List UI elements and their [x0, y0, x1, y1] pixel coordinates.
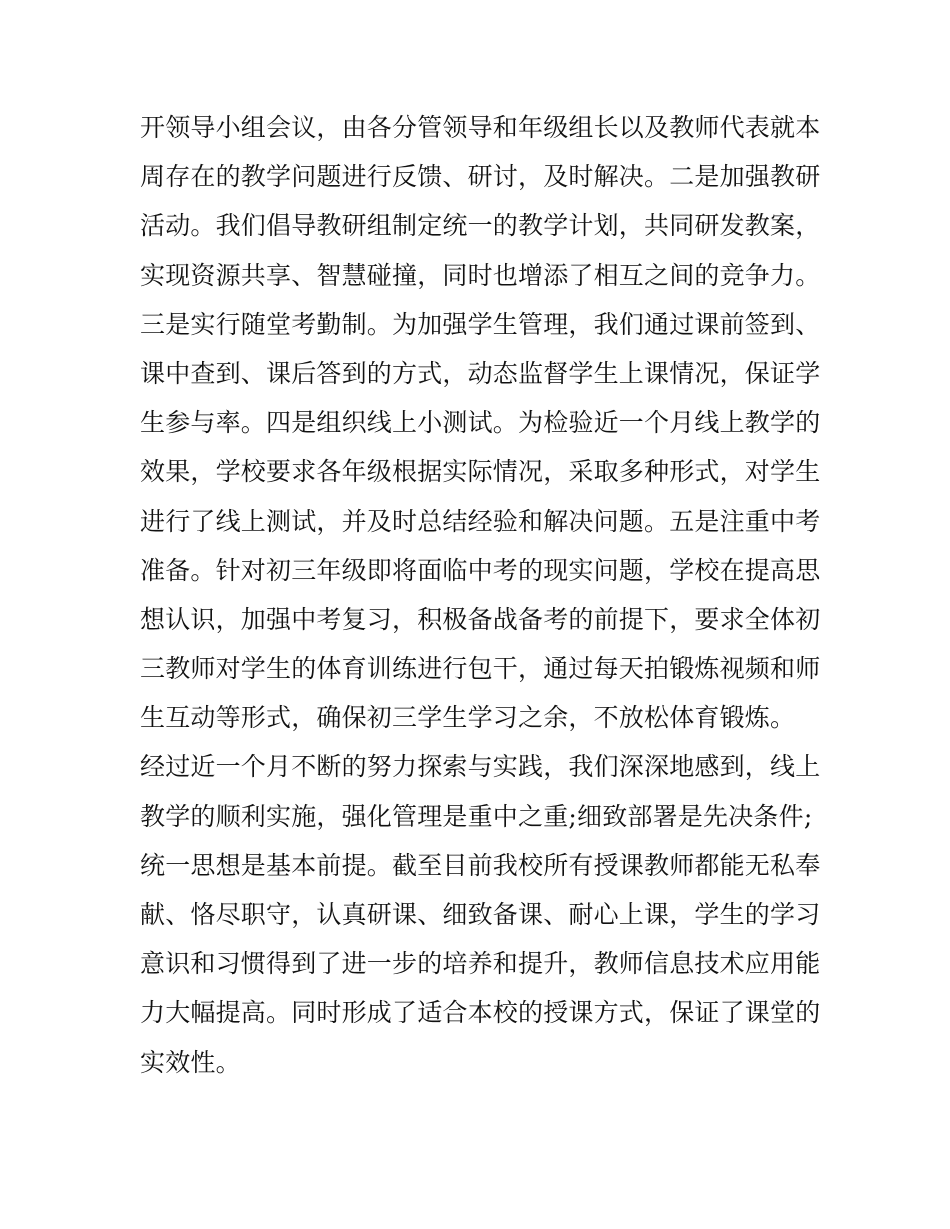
text-line-20: 实效性。	[140, 1047, 241, 1077]
text-line-9: 进行了线上测试，并及时总结经验和解决问题。五是注重中考	[140, 506, 821, 536]
body-text	[140, 103, 820, 1087]
text-line-4: 实现资源共享、智慧碰撞，同时也增添了相互之间的竞争力。	[140, 260, 821, 290]
text-line-10: 准备。针对初三年级即将面临中考的现实问题，学校在提高思	[140, 555, 821, 585]
text-line-2: 周存在的教学问题进行反馈、研讨，及时解决。二是加强教研	[140, 162, 821, 192]
text-line-11: 想认识，加强中考复习，积极备战备考的前提下，要求全体初	[140, 604, 821, 634]
text-line-12: 三教师对学生的体育训练进行包干，通过每天拍锻炼视频和师	[140, 654, 821, 684]
text-line-6: 课中查到、课后答到的方式，动态监督学生上课情况，保证学	[140, 358, 821, 388]
text-line-17: 献、恪尽职守，认真研课、细致备课、耐心上课，学生的学习	[140, 900, 821, 929]
text-line-3: 活动。我们倡导教研组制定统一的教学计划，共同研发教案，	[140, 211, 821, 241]
text-line-15: 教学的顺利实施，强化管理是重中之重;细致部署是先决条件;	[140, 801, 813, 831]
text-line-18: 意识和习惯得到了进一步的培养和提升，教师信息技术应用能	[140, 949, 821, 979]
text-line-13: 生互动等形式，确保初三学生学习之余，不放松体育锻炼。	[140, 703, 796, 733]
text-line-1: 开领导小组会议，由各分管领导和年级组长以及教师代表就本	[140, 113, 821, 142]
text-line-16: 统一思想是基本前提。截至目前我校所有授课教师都能无私奉	[140, 850, 821, 880]
text-line-5: 三是实行随堂考勤制。为加强学生管理，我们通过课前签到、	[140, 309, 821, 339]
text-line-8: 效果，学校要求各年级根据实际情况，采取多种形式，对学生	[140, 457, 821, 487]
text-line-19: 力大幅提高。同时形成了适合本校的授课方式，保证了课堂的	[140, 998, 821, 1028]
text-line-7: 生参与率。四是组织线上小测试。为检验近一个月线上教学的	[140, 408, 821, 438]
text-line-14: 经过近一个月不断的努力探索与实践，我们深深地感到，线上	[140, 752, 821, 782]
